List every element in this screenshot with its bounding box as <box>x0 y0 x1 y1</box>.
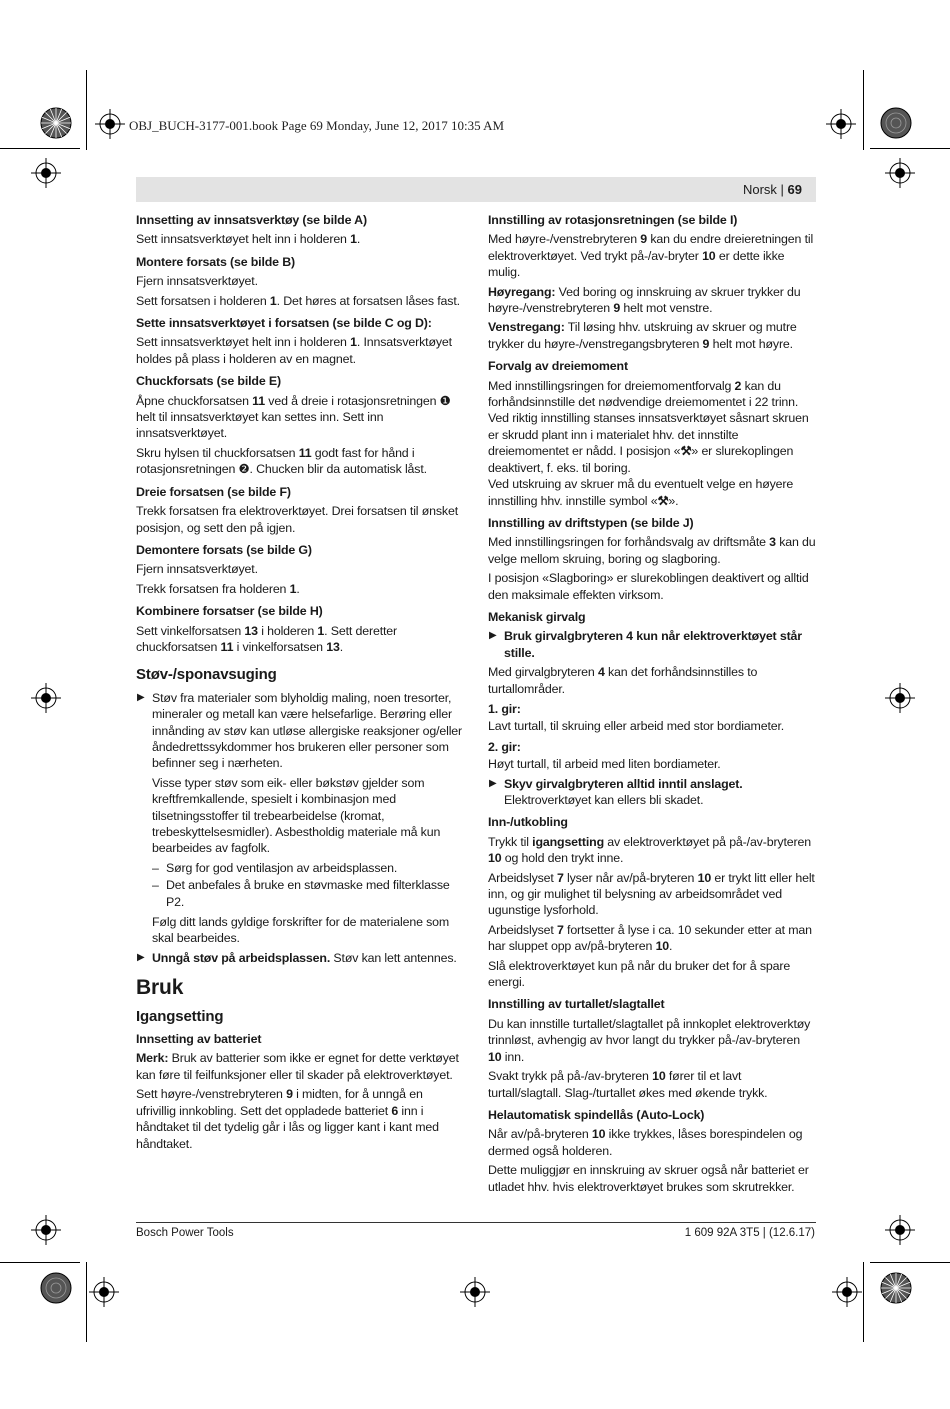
subsection-title: Igangsetting <box>136 1007 224 1025</box>
chapter-title: Bruk <box>136 976 184 1000</box>
section-title: Demontere forsats (se bilde G) <box>136 542 312 557</box>
crop-line <box>0 1262 80 1263</box>
bullet-item: ▶ Unngå støv på arbeidsplassen. Støv kan lett antennes. <box>137 950 457 965</box>
paragraph: Med girvalgbryteren 4 kan det forhåndsinnstilles to turtallområder. <box>488 665 758 696</box>
section-title: Innstilling av driftstypen (se bilde J) <box>488 515 694 530</box>
triangle-right-icon: ▶ <box>137 951 145 963</box>
page-number: 69 <box>787 182 802 197</box>
crosshair-mark-icon <box>31 158 61 188</box>
paragraph: Venstregang: Til løsing hhv. utskruing av skruer og mutre trykker du høyre-/venstregangsbryteren 9 helt mot høyre. <box>488 320 797 351</box>
paragraph: I posisjon «Slagboring» er slurekoblingen deaktivert og alltid den maksimale effekten virksom. <box>488 571 809 602</box>
crosshair-mark-icon <box>832 1277 862 1307</box>
registration-mark-icon <box>878 105 914 141</box>
crosshair-mark-icon <box>885 683 915 713</box>
crop-line <box>863 70 864 150</box>
paragraph: Skru hylsen til chuckforsatsen 11 godt fast for hånd i rotasjonsretningen ❷. Chucken blir da automatisk låst. <box>136 445 427 477</box>
section-title: Kombinere forsatser (se bilde H) <box>136 604 323 619</box>
footer-right: 1 609 92A 3T5 | (12.6.17) <box>684 1227 815 1239</box>
bullet-item: ▶ Skyv girvalgbryteren alltid inntil anslaget. Elektroverktøyet kan ellers bli skadet. <box>489 776 743 807</box>
crop-line <box>0 148 80 149</box>
paragraph: Med høyre-/venstrebryteren 9 kan du endre dreieretningen til elektroverktøyet. Ved trykt på-/av-bryter 10 er dette ikke mulig. <box>488 232 814 280</box>
paragraph: Fjern innsatsverktøyet. <box>136 562 258 577</box>
section-title: Mekanisk girvalg <box>488 609 586 624</box>
gear-2-title: 2. gir: <box>488 739 521 754</box>
header-language: Norsk <box>742 182 777 197</box>
header-separator: | <box>780 182 788 197</box>
paragraph: Sett innsatsverktøyet helt inn i holderen 1. Innsatsverktøyet holdes på plass i holderen av en magnet. <box>136 335 452 366</box>
page-header <box>743 182 802 197</box>
paragraph: Du kan innstille turtallet/slagtallet på innkoplet elektroverktøy trinnløst, avhengig av hvor langt du trykker på-/av-bryteren 10 inn. <box>488 1016 811 1064</box>
section-title: Innstilling av turtallet/slagtallet <box>488 997 665 1012</box>
dash-item: – Sørg for god ventilasjon av arbeidsplassen. <box>152 860 398 875</box>
paragraph: Ved utskruing av skruer må du eventuelt velge en høyere innstilling hhv. innstille symbol «⚒». <box>488 477 794 508</box>
triangle-right-icon: ▶ <box>137 691 145 703</box>
crop-line <box>86 1262 87 1342</box>
section-title: Inn-/utkobling <box>488 815 568 830</box>
section-title: Forvalg av dreiemoment <box>488 359 628 374</box>
section-title: Innstilling av rotasjonsretningen (se bilde I) <box>488 213 738 227</box>
paragraph: Svakt trykk på på-/av-bryteren 10 fører til et lavt turtall/slagtall. Slag-/turtallet økes med økende trykk. <box>488 1069 768 1100</box>
drill-symbol-icon: ⚒ <box>680 444 692 459</box>
crop-line <box>870 148 950 149</box>
paragraph: Fjern innsatsverktøyet. <box>136 274 258 289</box>
paragraph: Sett innsatsverktøyet helt inn i holderen 1. <box>136 232 361 247</box>
crosshair-mark-icon <box>885 158 915 188</box>
paragraph: Åpne chuckforsatsen 11 ved å dreie i rotasjonsretningen ❶ helt til innsatsverktøyet kan settes inn. Sett inn innsatsverktøyet. <box>136 393 451 441</box>
section-title: Dreie forsatsen (se bilde F) <box>136 484 291 499</box>
section-title: Innsetting av batteriet <box>136 1032 262 1047</box>
paragraph: Trekk forsatsen fra holderen 1. <box>136 581 300 596</box>
paragraph: Lavt turtall, til skruing eller arbeid med stor bordiameter. <box>488 719 785 734</box>
right-column <box>488 206 816 1198</box>
paragraph: Når av/på-bryteren 10 ikke trykkes, låses borespindelen og dermed også holderen. <box>488 1127 803 1158</box>
section-title: Chuckforsats (se bilde E) <box>136 374 281 389</box>
paragraph: Slå elektroverktøyet kun på når du bruker det for å spare energi. <box>488 958 791 990</box>
paragraph: Høyregang: Ved boring og innskruing av skruer trykker du høyre-/venstrebryteren 9 helt mot venstre. <box>488 284 801 316</box>
section-title: Montere forsats (se bilde B) <box>136 254 295 269</box>
paragraph: Sett forsatsen i holderen 1. Det høres at forsatsen låses fast. <box>136 293 460 308</box>
paragraph: Følg ditt lands gyldige forskrifter for de materialene som skal bearbeides. <box>152 915 450 946</box>
crop-line <box>870 1262 950 1263</box>
crop-line <box>86 70 87 150</box>
rotation-2-icon: ❷ <box>238 462 250 477</box>
crosshair-mark-icon <box>460 1277 490 1307</box>
gear-1-title: 1. gir: <box>488 701 521 716</box>
registration-mark-icon <box>38 105 74 141</box>
crosshair-mark-icon <box>95 109 125 139</box>
print-meta: OBJ_BUCH-3177-001.book Page 69 Monday, June 12, 2017 10:35 AM <box>129 118 505 133</box>
paragraph: Sett høyre-/venstrebryteren 9 i midten, for å unngå en ufrivillig innkobling. Sett det oppladede batteriet 6 inn i håndtaket til det tydelig går i lås og ligger kant i kant med håndtaket. <box>136 1087 439 1151</box>
drill-symbol-icon: ⚒ <box>657 493 669 508</box>
footer-rule <box>136 1222 816 1223</box>
paragraph: Merk: Bruk av batterier som ikke er egnet for dette verktøyet kan føre til feilfunksjoner eller til skader på elektroverktøyet. <box>136 1051 459 1082</box>
paragraph: Med innstillingsringen for forhåndsvalg av driftsmåte 3 kan du velge mellom skruing, boring og slagboring. <box>488 535 816 566</box>
subsection-title: Støv-/sponavsuging <box>136 666 277 684</box>
registration-mark-icon <box>878 1270 914 1306</box>
paragraph: Visse typer støv som eik- eller bøkstøv gjelder som kreftfremkallende, spesielt i kombinasjon med tilsetningsstoffer til trebearbeidelse (kromat, trebeskyttelsesmidler). Asbestholdig materiale må kun bearbeides av fagfolk. <box>152 775 441 856</box>
paragraph: Dette muliggjør en innskruing av skruer også når batteriet er utladet hhv. hvis elektroverktøyet brukes som skrutrekker. <box>488 1163 809 1194</box>
section-title: Helautomatisk spindellås (Auto-Lock) <box>488 1107 705 1122</box>
paragraph: Med innstillingsringen for dreiemomentforvalg 2 kan du forhåndsinnstille det nødvendige dreiemomentet i 22 trinn. Ved riktig innstilling stanses innsatsverktøyet såsnart skruen er skrudd plant inn i materialet hhv. det innstilte dreiemomentet er nådd. I posisjon «⚒» er slurekoplingen deaktivert, f. eks. til boring. <box>488 378 809 475</box>
registration-mark-icon <box>38 1270 74 1306</box>
triangle-right-icon: ▶ <box>489 777 497 789</box>
paragraph: Arbeidslyset 7 lyser når av/på-bryteren 10 er trykt litt eller helt inn, og gir mulighet til belysning av arbeidsområdet ved ugunstige lysforhold. <box>488 870 815 918</box>
paragraph: Arbeidslyset 7 fortsetter å lyse i ca. 10 sekunder etter at man har sluppet opp av/på-bryteren 10. <box>488 922 812 954</box>
bullet-item: ▶ Bruk girvalgbryteren 4 kun når elektroverktøyet står stille. <box>489 629 802 660</box>
crosshair-mark-icon <box>885 1215 915 1245</box>
footer-left: Bosch Power Tools <box>136 1227 234 1239</box>
left-column <box>136 206 464 1155</box>
dash-item: – Det anbefales å bruke en støvmaske med filterklasse P2. <box>152 878 450 909</box>
rotation-1-icon: ❶ <box>439 393 451 408</box>
section-title: Sette innsatsverktøyet i forsatsen (se bilde C og D): <box>136 316 432 331</box>
paragraph: Høyt turtall, til arbeid med liten bordiameter. <box>488 757 721 772</box>
crosshair-mark-icon <box>31 683 61 713</box>
crop-line <box>863 1262 864 1342</box>
triangle-right-icon: ▶ <box>489 630 497 642</box>
paragraph: Sett vinkelforsatsen 13 i holderen 1. Sett deretter chuckforsatsen 11 i vinkelforsatsen 13. <box>136 623 397 654</box>
paragraph: Trekk forsatsen fra elektroverktøyet. Drei forsatsen til ønsket posisjon, og sett den på igjen. <box>136 504 458 535</box>
crosshair-mark-icon <box>826 109 856 139</box>
header-band <box>136 177 816 202</box>
crosshair-mark-icon <box>89 1277 119 1307</box>
paragraph: Trykk til igangsetting av elektroverktøyet på på-/av-bryteren 10 og hold den trykt inne. <box>488 834 811 866</box>
section-title: Innsetting av innsatsverktøy (se bilde A) <box>136 213 367 227</box>
crosshair-mark-icon <box>31 1215 61 1245</box>
bullet-item: ▶ Støv fra materialer som blyholdig maling, noen tresorter, mineraler og metall kan være helsefarlige. Berøring eller innånding av støv kan utløse allergiske reaksjoner og/eller åndedrettssykdommer hos brukeren eller personer som befinner seg i nærheten. <box>137 690 463 771</box>
